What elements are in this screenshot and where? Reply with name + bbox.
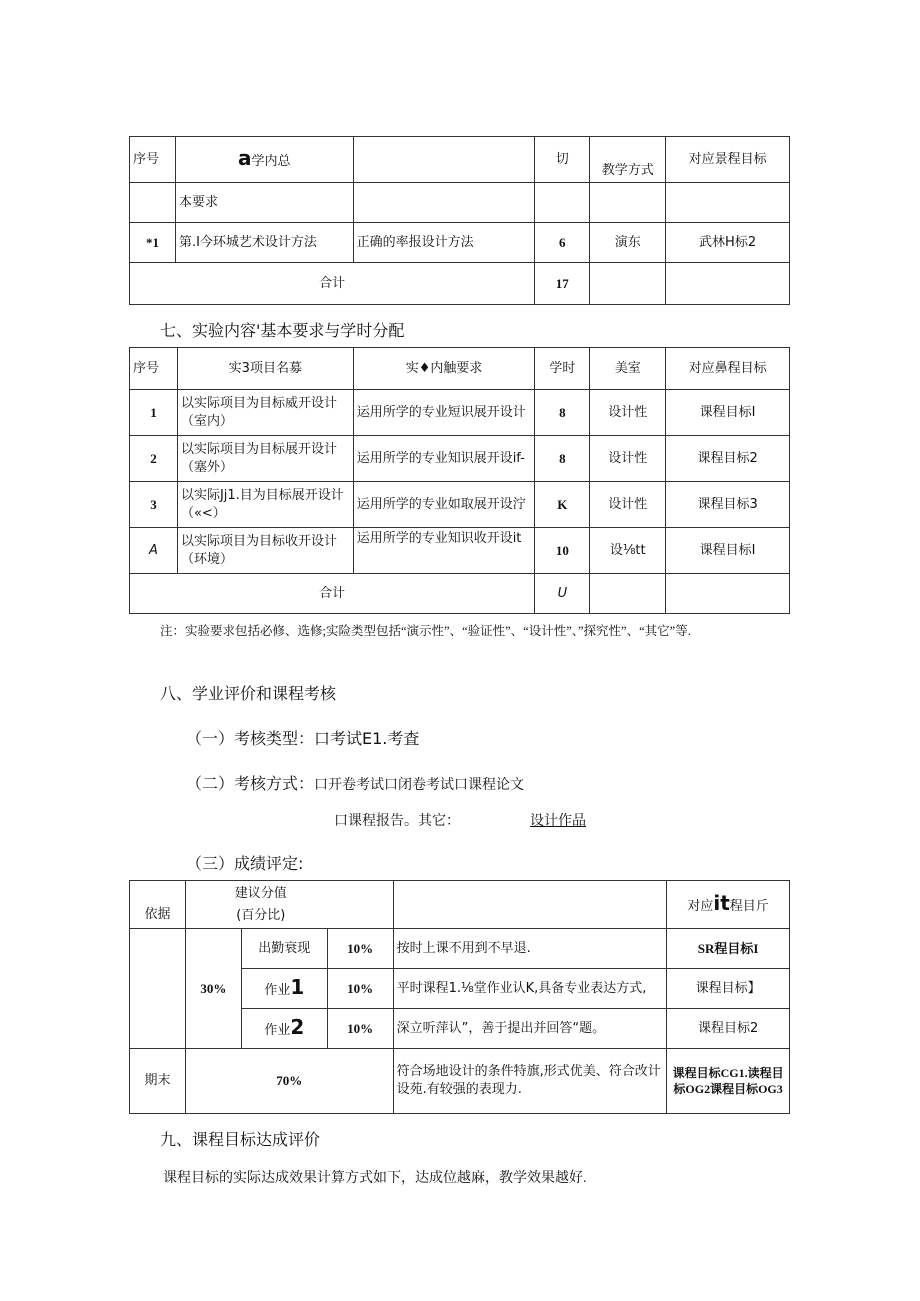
table-row-hours: 10 bbox=[535, 528, 590, 574]
header-hours: 切 bbox=[535, 137, 590, 183]
header-score-line1: 建议分值 bbox=[234, 885, 287, 901]
table-row-desc: 按时上课不用到不早退. bbox=[393, 929, 667, 969]
header-seq: 序号 bbox=[130, 137, 176, 183]
section8-title: 八、学业评价和课程考核 bbox=[160, 684, 337, 703]
table-row-goal: 课程目标2 bbox=[666, 436, 790, 482]
table-row-seq: 3 bbox=[130, 482, 178, 528]
grading-table bbox=[129, 880, 790, 1114]
table-row-item bbox=[241, 969, 327, 1009]
header-hours: 学时 bbox=[535, 348, 590, 390]
header-content-label bbox=[238, 145, 291, 170]
table-row-pct: 10% bbox=[327, 1009, 393, 1049]
experiment-note: 注：实验要求包括必修、选修;实险类型包括“演示性”、“验证性”、“设计性”、”探究性”、“其它”等. bbox=[160, 624, 691, 638]
header-blank bbox=[353, 137, 535, 183]
table-row-requirement: 运用所学的专业知识收开设it bbox=[353, 528, 535, 574]
total-hours: 17 bbox=[535, 263, 590, 305]
table-row-item-big: 2 bbox=[290, 1014, 305, 1039]
table-row-name: 以实际项目为目标展开设计（塞外） bbox=[177, 436, 353, 482]
table-row-goal: 课程目标2 bbox=[667, 1009, 790, 1049]
header-goal-big: it bbox=[713, 890, 730, 915]
table-row-item-label: 作业 bbox=[264, 982, 291, 998]
exam-type-label: （一）考核类型： bbox=[186, 729, 315, 748]
table-row-pct: 10% bbox=[327, 969, 393, 1009]
table-row-item: 出勤衰现 bbox=[241, 929, 327, 969]
header-score bbox=[185, 881, 393, 929]
row1-method: 演东 bbox=[590, 223, 666, 263]
table-row-type: 设计性 bbox=[590, 482, 666, 528]
total-label: 合计 bbox=[130, 574, 535, 614]
header-requirement: 实♦内触要求 bbox=[353, 348, 535, 390]
table-row-seq: 1 bbox=[130, 390, 178, 436]
header-goal: 对应景程目标 bbox=[666, 137, 790, 183]
exam-method-label: （二）考核方式： bbox=[186, 774, 315, 793]
final-desc: 符合场地设计的条件特旗,形式优美、符合改计设苑.有较强的表现力. bbox=[393, 1049, 667, 1114]
table-row-desc: 平时课程1.⅛堂作业认K,具备专业表达方式, bbox=[393, 969, 667, 1009]
final-pct: 70% bbox=[185, 1049, 393, 1114]
table-row-item-label: 作业 bbox=[264, 1022, 291, 1038]
table-row-pct: 10% bbox=[327, 929, 393, 969]
cell bbox=[130, 929, 186, 1049]
total-hours: U bbox=[535, 574, 590, 614]
cell bbox=[590, 263, 666, 305]
exam-method-line2: 口课程报告。其它： bbox=[334, 814, 460, 829]
table-row-requirement: 运用所学的专业短识展开设计 bbox=[353, 390, 535, 436]
section7-title: 七、实验内容'基本要求与学时分配 bbox=[160, 321, 405, 340]
header-content-rest: 学内总 bbox=[251, 153, 291, 169]
exam-type-value: 口考试E1.考査 bbox=[314, 729, 420, 748]
header-content bbox=[175, 137, 353, 183]
cell bbox=[353, 183, 535, 223]
cell bbox=[130, 183, 176, 223]
final-goal: 课程目标CG1.读程目标OG2课程目标OG3 bbox=[667, 1049, 790, 1114]
header-type: 美室 bbox=[590, 348, 666, 390]
requirement-row-label: 本要求 bbox=[175, 183, 353, 223]
table-row-name: 以实际Jj1.目为目标展开设计（«<） bbox=[177, 482, 353, 528]
table-row-requirement: 运用所学的专业如取展开设泞 bbox=[353, 482, 535, 528]
total-label: 合计 bbox=[130, 263, 535, 305]
row1-goal: 武林H标2 bbox=[666, 223, 790, 263]
cell bbox=[666, 574, 790, 614]
row1-content: 第.I今环城艺术设计方法 bbox=[175, 223, 353, 263]
table-row-hours: K bbox=[535, 482, 590, 528]
section9-text: 课程目标的实际达成效果计算方式如下，达成位越麻，教学效果越好. bbox=[163, 1171, 587, 1186]
table-row-name: 以实际项目为目标威开设计（室内） bbox=[177, 390, 353, 436]
exam-type-line bbox=[186, 726, 419, 749]
table-row-type: 设计性 bbox=[590, 390, 666, 436]
table-row-goal: 课程目标3 bbox=[666, 482, 790, 528]
table-row-hours: 8 bbox=[535, 390, 590, 436]
cell bbox=[666, 183, 790, 223]
table-row-seq: A bbox=[130, 528, 178, 574]
table-row-goal: 课程目标I bbox=[666, 528, 790, 574]
exam-method-line bbox=[186, 771, 524, 794]
table-row-goal: 课程目标】 bbox=[667, 969, 790, 1009]
header-goal-suffix: 程目斤 bbox=[729, 898, 769, 914]
table-row-requirement: 运用所学的专业知识展开设if- bbox=[353, 436, 535, 482]
header-goal: 对应鼻程目标 bbox=[666, 348, 790, 390]
header-goal-prefix: 对应 bbox=[687, 898, 714, 914]
header-basis: 依据 bbox=[130, 881, 186, 929]
section9-title: 九、课程目标达成评价 bbox=[160, 1130, 321, 1149]
table-row-type: 设计性 bbox=[590, 436, 666, 482]
final-label: 期末 bbox=[130, 1049, 186, 1114]
table-row-seq: 2 bbox=[130, 436, 178, 482]
usual-pct: 30% bbox=[185, 929, 241, 1049]
cell bbox=[666, 263, 790, 305]
header-blank bbox=[393, 881, 667, 929]
cell bbox=[535, 183, 590, 223]
teaching-content-table bbox=[129, 136, 790, 305]
row1-hours: 6 bbox=[535, 223, 590, 263]
exam-method-value: 口开卷考试口闭卷考试口课程论文 bbox=[314, 778, 525, 793]
header-score-line2: (百分比) bbox=[236, 907, 286, 923]
header-project: 实3项目名募 bbox=[177, 348, 353, 390]
row1-seq: *1 bbox=[130, 223, 176, 263]
table-row-hours: 8 bbox=[535, 436, 590, 482]
table-row-goal: 课程目标I bbox=[666, 390, 790, 436]
cell bbox=[590, 183, 666, 223]
header-seq: 序号 bbox=[130, 348, 178, 390]
table-row-item bbox=[241, 1009, 327, 1049]
table-row-goal: SR程目标I bbox=[667, 929, 790, 969]
grading-label: （三）成绩评定: bbox=[186, 854, 304, 873]
table-row-desc: 深立听萍认”，善于提出并回答“题。 bbox=[393, 1009, 667, 1049]
row1-requirement: 正确的率报设计方法 bbox=[353, 223, 535, 263]
header-content-big: a bbox=[238, 145, 252, 170]
cell bbox=[590, 574, 666, 614]
exam-method-other: 设计作品 bbox=[530, 814, 586, 829]
experiment-table bbox=[129, 347, 790, 614]
header-goal bbox=[667, 881, 790, 929]
header-method: 教学方式 bbox=[590, 137, 666, 183]
table-row-type: 设⅛tt bbox=[590, 528, 666, 574]
table-row-item-big: 1 bbox=[290, 974, 305, 999]
table-row-name: 以实际项目为目标收开设计（环境） bbox=[177, 528, 353, 574]
